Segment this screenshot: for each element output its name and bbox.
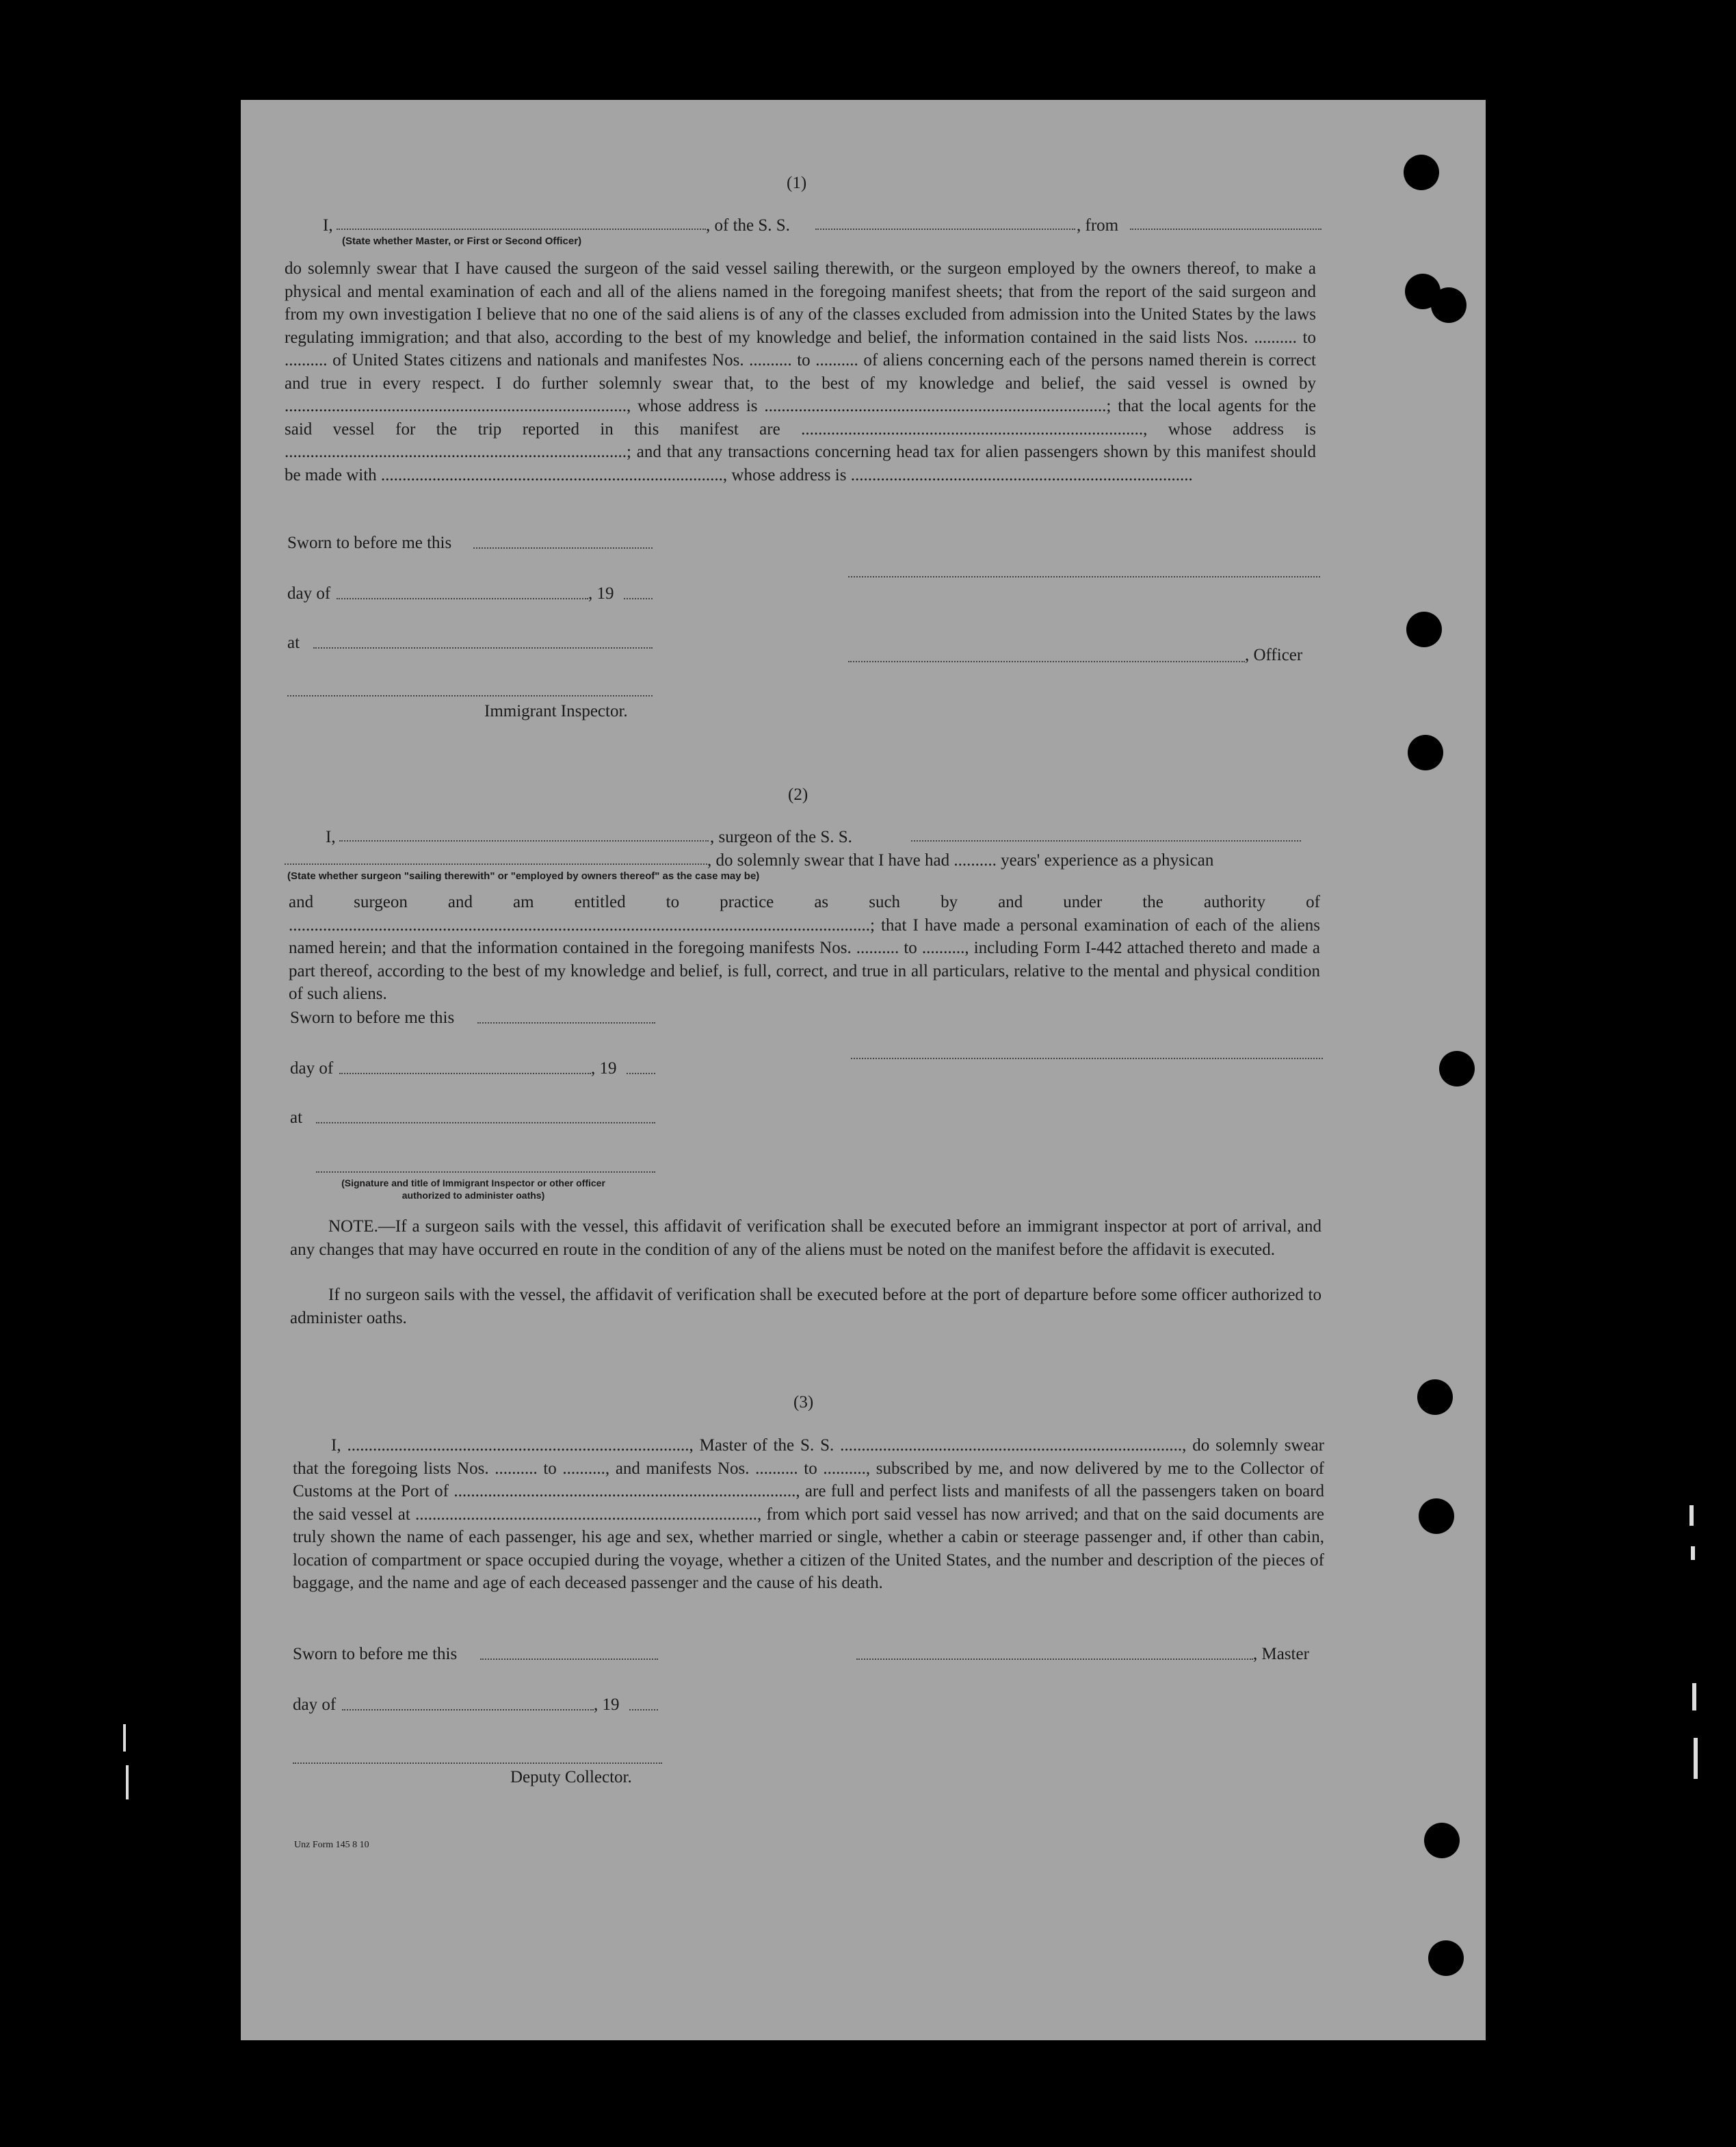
- film-edge-mark: [1694, 1738, 1698, 1779]
- s1-signature-line-1[interactable]: [848, 576, 1320, 577]
- s1-state-note: (State whether Master, or First or Second Officer): [342, 235, 582, 247]
- s2-surgeon-type-field[interactable]: [285, 863, 707, 865]
- s2-note-1: NOTE.—If a surgeon sails with the vessel, this affidavit of verification shall be executed before an immigrant inspector at port of arrival, and any changes that may have occurred en route in the condition of any of the aliens must be noted on the manifest before the affidavit is executed.: [290, 1217, 1321, 1259]
- s3-master: , Master: [1253, 1645, 1309, 1663]
- s1-day-field[interactable]: [337, 598, 588, 599]
- s2-day-field[interactable]: [339, 1073, 591, 1074]
- s1-officer-rank-field[interactable]: [337, 229, 706, 230]
- punch-hole: [1408, 735, 1443, 770]
- s1-of-ss: , of the S. S.: [706, 216, 790, 235]
- s2-line2: , do solemnly swear that I have had .......... years' experience as a physican: [707, 851, 1214, 870]
- s3-year-field[interactable]: [629, 1709, 658, 1710]
- s1-oath-paragraph: do solemnly swear that I have caused the surgeon of the said vessel sailing therewith, or the surgeon employed by the owners thereof, to make a physical and mental examination of each and all of the aliens named in the foregoing manifest sheets; that from the report of the said surgeon and from my own investigation I believe that no one of the said aliens is of any of the classes excluded from admission into the United States by the laws regulating immigration; and that also, according to the best of my knowledge and belief, the information contained in the said lists Nos. .......... to .......... of United States citizens and nationals and manifestes Nos. .......... to .......... of aliens concerning each of the persons named therein is correct and true in every respect. I do further solemnly swear that, to the best of my knowledge and belief, the said vessel is owned by ................................................................................, whose address is ................................................................................; that the local agents for the said vessel for the trip reported in this manifest are ................................................................................, whose address is ................................................................................; and that any transactions concerning head tax for alien passengers shown by this manifest should be made with ................................................................................, whose address is ................................................................................: [285, 259, 1316, 484]
- section-3-number: (3): [793, 1393, 814, 1411]
- s2-sworn: Sworn to before me this: [290, 1009, 455, 1027]
- section-1-number: (1): [787, 174, 807, 192]
- punch-hole: [1404, 155, 1439, 190]
- punch-hole: [1419, 1498, 1454, 1534]
- s2-state-note: (State whether surgeon "sailing therewith" or "employed by owners thereof" as the case may be): [287, 870, 760, 882]
- s1-from: , from: [1077, 216, 1119, 235]
- s3-sworn-field[interactable]: [480, 1658, 658, 1660]
- s1-sworn: Sworn to before me this: [287, 534, 452, 552]
- s1-year: , 19: [588, 584, 614, 603]
- s2-inspector-signature-field[interactable]: [316, 1171, 655, 1173]
- s3-day-of: day of: [293, 1695, 337, 1714]
- punch-hole: [1417, 1379, 1453, 1415]
- film-edge-mark: [123, 1724, 126, 1752]
- s2-oath-paragraph: and surgeon and am entitled to practice as such by and under the authority of ........................................................................................................................................; that I have made a personal examination of each of the aliens named herein; and that the information contained in the foregoing manifests Nos. .......... to .........., including Form I-442 attached thereto and made a part thereof, according to the best of my knowledge and belief, is full, correct, and true in all particulars, relative to the mental and physical condition of such aliens.: [289, 893, 1320, 1003]
- punch-hole: [1431, 287, 1467, 323]
- s1-officer-signature-field[interactable]: [848, 661, 1245, 662]
- s2-surgeon-signature-field[interactable]: [851, 1058, 1323, 1059]
- s3-year: , 19: [594, 1695, 620, 1714]
- s1-ship-name-field[interactable]: [815, 229, 1075, 230]
- s1-I: I,: [323, 216, 333, 235]
- s1-from-field[interactable]: [1130, 229, 1321, 230]
- s2-year-field[interactable]: [627, 1073, 655, 1074]
- s2-note-2: If no surgeon sails with the vessel, the affidavit of verification shall be executed before at the port of departure before some officer authorized to administer oaths.: [290, 1286, 1321, 1327]
- s2-at: at: [290, 1108, 303, 1127]
- s1-inspector-signature-field[interactable]: [287, 695, 653, 697]
- section-2-number: (2): [788, 785, 808, 804]
- s1-year-field[interactable]: [624, 598, 653, 599]
- s3-day-field[interactable]: [342, 1709, 594, 1710]
- s1-sworn-field[interactable]: [473, 547, 653, 549]
- s2-day-of: day of: [290, 1059, 334, 1078]
- film-edge-mark: [1691, 1546, 1695, 1560]
- s1-at-field[interactable]: [313, 647, 653, 649]
- punch-hole: [1406, 612, 1442, 647]
- s1-inspector: Immigrant Inspector.: [484, 702, 628, 720]
- film-edge-mark: [126, 1765, 129, 1799]
- s2-I: I,: [326, 828, 336, 846]
- s1-at: at: [287, 634, 300, 652]
- form-sheet: [241, 100, 1486, 2040]
- s3-collector: Deputy Collector.: [510, 1768, 632, 1786]
- s2-surgeon-name-field[interactable]: [339, 840, 709, 842]
- s3-master-signature-field[interactable]: [856, 1658, 1253, 1660]
- s2-at-field[interactable]: [316, 1122, 655, 1123]
- punch-hole: [1424, 1823, 1460, 1858]
- s3-oath-paragraph: I, ................................................................................, Master of the S. S. ................................................................................, do solemnly swear that the foregoing lists Nos. .......... to .........., and manifests Nos. .......... to .........., subscribed by me, and now delivered by me to the Collector of Customs at the Port of ................................................................................, are full and perfect lists and manifests of all the passengers taken on board the said vessel at ................................................................................, from which port said vessel has now arrived; and that on the said documents are truly shown the name of each passenger, his age and sex, whether married or single, whether a cabin or steerage passenger and, if other than cabin, location of compartment or space occupied during the voyage, whether a citizen of the United States, and the number and description of the pieces of baggage, and the name and age of each deceased passenger and the cause of his death.: [293, 1436, 1324, 1592]
- s2-sworn-field[interactable]: [477, 1022, 655, 1024]
- film-edge-mark: [1692, 1683, 1696, 1710]
- punch-hole: [1428, 1940, 1464, 1976]
- form-identifier: Unz Form 145 8 10: [294, 1840, 369, 1850]
- s3-collector-signature-field[interactable]: [293, 1762, 662, 1764]
- s2-surgeon-of-ss: , surgeon of the S. S.: [710, 828, 852, 846]
- s1-officer: , Officer: [1245, 646, 1303, 664]
- s1-day-of: day of: [287, 584, 331, 603]
- film-edge-mark: [1689, 1505, 1694, 1526]
- s2-signature-note: (Signature and title of Immigrant Inspector or other officer authorized to administer oaths): [341, 1177, 605, 1201]
- s3-sworn: Sworn to before me this: [293, 1645, 458, 1663]
- s2-ship-name-field[interactable]: [911, 840, 1301, 842]
- s2-year: , 19: [591, 1059, 617, 1078]
- punch-hole: [1439, 1051, 1475, 1086]
